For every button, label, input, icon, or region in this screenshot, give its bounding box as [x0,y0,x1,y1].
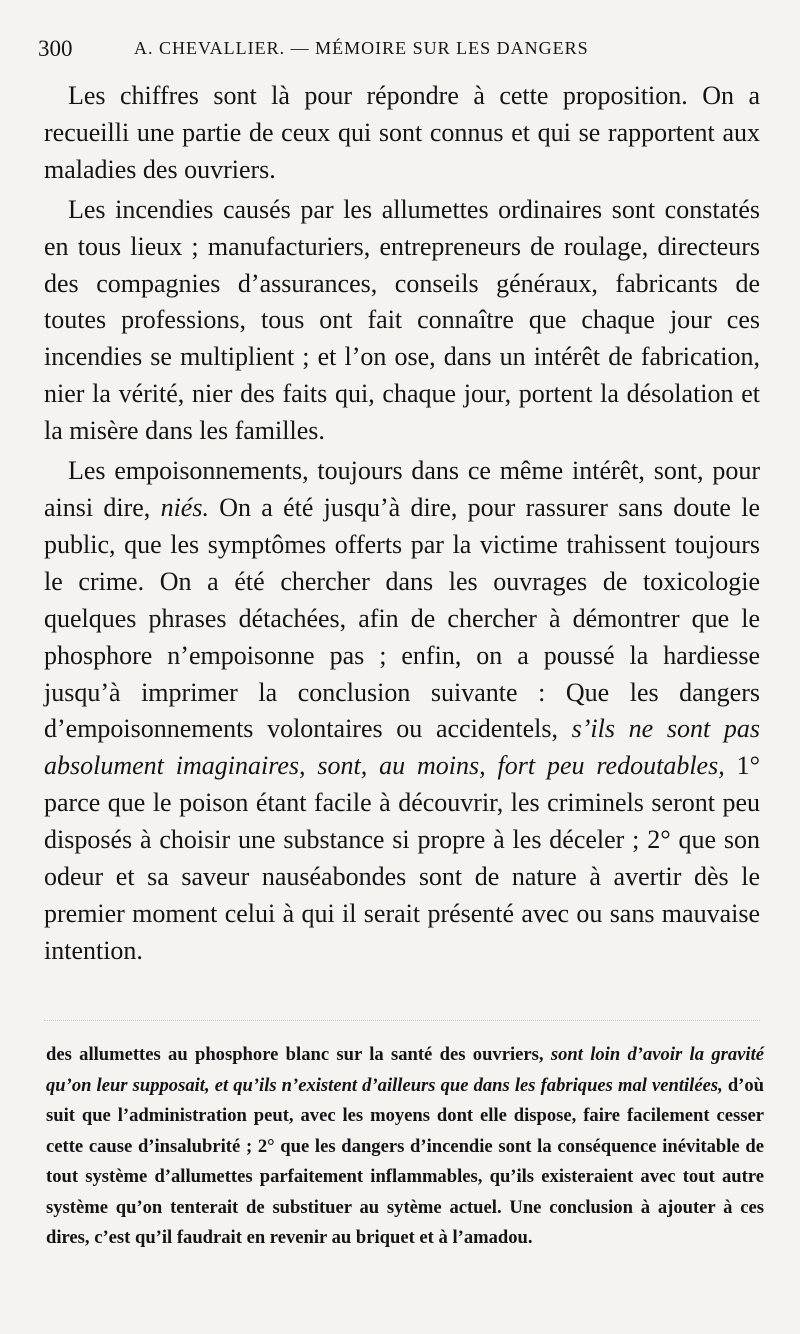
paragraph-poisonings-part-1: Les empoisonnements, toujours dans ce même intérêt, sont, pour ainsi dire, [44,456,760,522]
section-divider [44,1020,760,1021]
paragraph-fires: Les incendies causés par les allumettes ordinaires sont constatés en tous lieux ; manufacturiers, entrepreneurs de roulage, directeurs des compagnies d’assurances, conseils généraux, fabricants de toutes professions, tous ont fait connaître que chaque jour ces incendies se multiplient ; et l’on ose, dans un intérêt de fabrication, nier la vérité, nier des faits qui, chaque jour, portent la désolation et la misère dans les familles. [44,194,760,446]
running-header [38,36,778,70]
conclusion-italic: sont loin d’avoir la gravité qu’on leur supposait, et qu’ils n’existent d’ailleurs que dans les fabriques mal ventilées, [46,1044,764,1096]
paragraph-poisonings [44,453,760,970]
paragraph-poisonings-part-2: On a été jusqu’à dire, pour rassurer sans doute le public, que les symptômes offerts par la victime trahissent toujours le crime. On a été chercher dans les ouvrages de toxicologie quelques phrases détachées, afin de chercher à démontrer que le phosphore n’empoisonne pas ; enfin, on a poussé la hardiesse jusqu’à imprimer la conclusion suivante : Que les dangers d’empoisonnements volontaires ou accidentels, [44,492,760,744]
italic-nies: niés. [160,492,209,522]
italic-quotation: s’ils ne sont pas absolument imaginaires, sont, au moins, fort peu redoutables, [44,714,760,781]
conclusion-paragraph [46,1040,764,1254]
conclusion-part-2: d’où suit que l’administration peut, avec les moyens dont elle dispose, faire facilement cesser cette cause d’insalubrité ; 2° que les dangers d’incendie sont la conséquence inévitable de tout système d’allumettes parfaitement inflammables, qu’ils existeraient avec tout autre système qu’on tenterait de substituer au sytème actuel. Une conclusion à ajouter à ces dires, c’est qu’il faudrait en revenir au briquet et à l’amadou. [46,1074,764,1248]
page-number: 300 [38,36,73,61]
main-text [44,78,760,970]
conclusion-part-1: des allumettes au phosphore blanc sur la santé des ouvriers, [46,1044,551,1065]
paragraph-poisonings-part-3: 1° parce que le poison étant facile à découvrir, les criminels seront peu disposés à choisir une substance si propre à les déceler ; 2° que son odeur et sa saveur nauséabondes sont de nature à avertir dès le premier moment celui à qui il serait présenté avec ou sans mauvaise intention. [44,751,760,965]
quoted-conclusion [46,1040,764,1254]
paragraph-figures: Les chiffres sont là pour répondre à cette proposition. On a recueilli une partie de ceux qui sont connus et qui se rapportent aux maladies des ouvriers. [44,81,760,184]
running-title: A. CHEVALLIER. — MÉMOIRE SUR LES DANGERS [134,38,589,58]
